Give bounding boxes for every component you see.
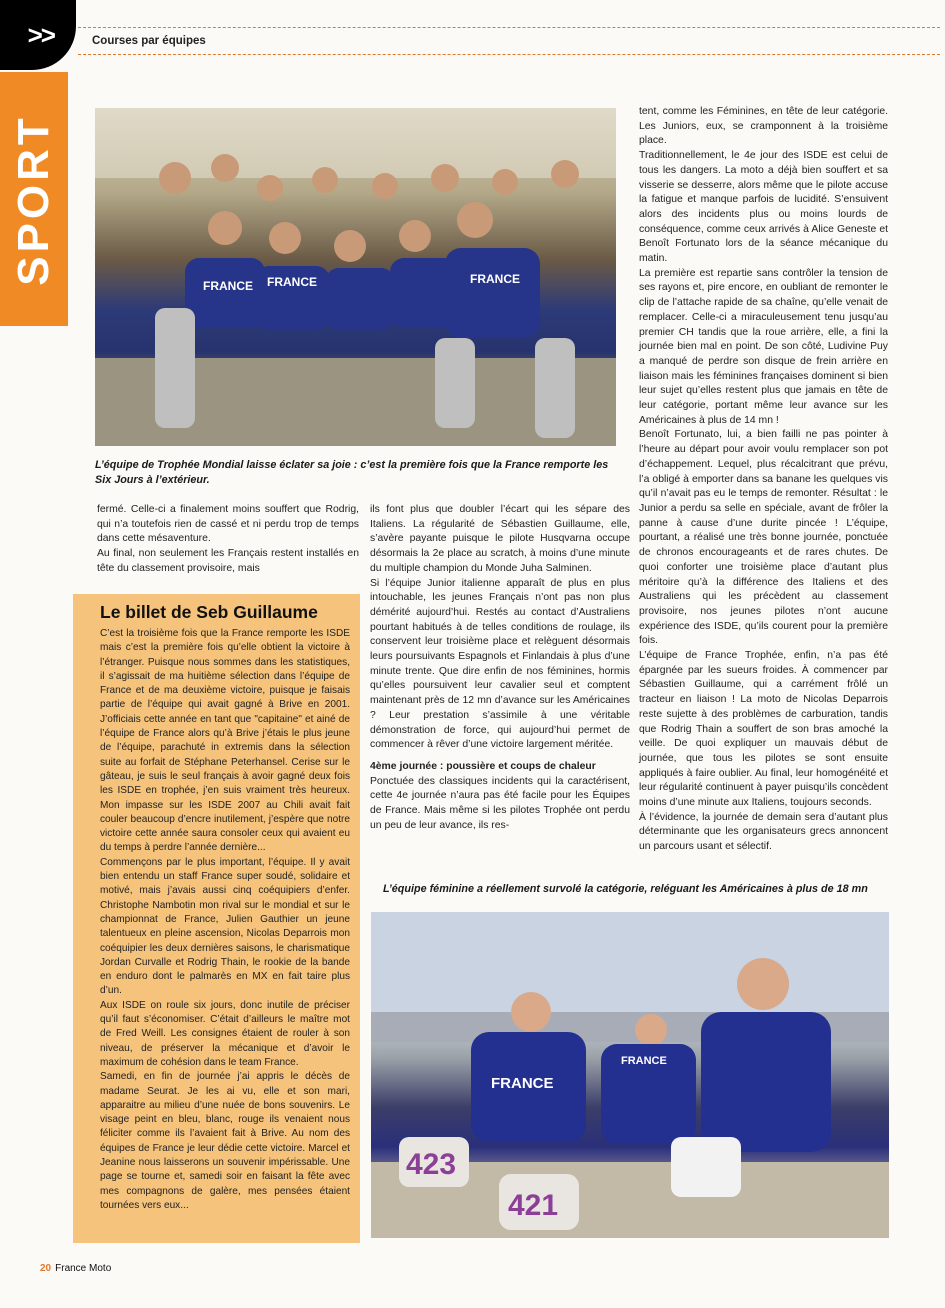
photo-caption-top: L’équipe de Trophée Mondial laisse éclater sa joie : c’est la première fois que la France remporte les Six Jours à l’extérieur. [95,459,609,486]
sidebar-paragraph: Aux ISDE on roule six jours, donc inutile de préciser qu’il faut s’économiser. C’était d’ailleurs le maître mot de Fred Weill. Les consignes étaient de rouler à son niveau, de préserver la mécanique et d’avoir le maximum de cohésion dans le team France. [100,999,350,1068]
team-celebration-illustration [95,108,616,446]
plate-number: 421 [508,1189,559,1222]
womens-team-illustration [371,912,889,1238]
sidebar-paragraph: C’est la troisième fois que la France remporte les ISDE mais c’est la première fois qu’elle obtient la victoire à l’étranger. Puisque nous sommes dans les statistiques, il s’agissait de ma huitième sélection dans l’équipe de France et de ma deuxième victoire, puisque je faisais partie de l’équipe qui avait gagné à Brive en 2001. J’officiais cette année en tant que "capitaine" et ainé de l’équipe de France alors qu’à Brive j’étais le plus jeune de l’équipe, parachuté in extremis dans la sélection suite au forfait de Stéphane Peterhansel. Cerise sur le gâteau, je suis le seul français à avoir gagné deux fois les ISDE en trophée, j’en suis vraiment très heureux. Mon impasse sur les ISDE 2007 au Chili avait fait couler beaucoup d’encre inutilement, j’espère que notre victoire cette année saura consoler ceux qui avaient eu du temps à perdre l’année dernière... [100,628,350,854]
jersey-text: FRANCE [470,272,520,286]
article-paragraph: L’équipe de France Trophée, enfin, n’a pas été épargnée par les sueurs froides. À commencer par Sébastien Guillaume, qui a carrément frôlé un tracteur en liaison ! La moto de Nicolas Deparrois reste sujette à des problèmes de carburation, tandis que Rodrig Thain a souffert de son bras amoché la veille. De quoi expliquer un mauvais début de journée, que tous les pilotes se sont ensuite appliqués à faire oublier. Au final, leur homogénéité et leur régularité continuent à payer puisqu’ils concèdent moins d’une minute aux Italiens, toujours seconds. [639,650,888,809]
photo-caption-bottom: L’équipe féminine a réellement survolé la catégorie, reléguant les Américaines à plus de 18 mn [383,883,868,895]
womens-team-photo [371,912,889,1238]
article-paragraph: Si l’équipe Junior italienne apparaît de plus en plus intouchable, les jeunes Français n’ont pas non plus démérité aujourd’hui. Restés au contact d’Australiens pourtant habitués à de telles conditions de roulage, ils conservent leur troisième place et relèguent désormais leurs poursuivants Espagnols et Finlandais à plus d’une minute trente. Que dire enfin de nos féminines, hormis qu’elles poursuivent leur cavalier seul et comptent maintenant près de 12 mn d’avance sur les Américaines ? Leur prestation s’assimile à une véritable démonstration de force, qui aujourd’hui permet de commencer à rêver d’une victoire largement méritée. [370,577,630,751]
jersey-text: FRANCE [267,275,317,289]
sidebar-title: Le billet de Seb Guillaume [100,602,318,622]
team-celebration-photo [95,108,616,446]
page-footer [40,1263,111,1274]
article-column-left [97,503,359,577]
article-paragraph: Benoît Fortunato, lui, a bien failli ne pas pointer à l’heure au départ pour avoir voulu remplacer son pot d’échappement. Lequel, plus récalcitrant que prévu, l’a obligé à emporter dans sa banane les quelques vis qu’il n’avait pas eu le temps de remonter. Résultat : le Junior a perdu sa selle en spéciale, avant de frôler la panne à cause d’une durite pincée ! L’équipe, pourtant, a réalisé une très bonne journée, ponctuée de chronos encourageants et de rares chutes. De quoi conforter une troisième place d’autant plus méritoire qu’à la différence des Italiens et des Australiens qui les précèdent au classement provisoire, nos jeunes pilotes n’ont aucune expérience des ISDE, qu’ils courent pour la première fois. [639,429,888,647]
article-column-middle [370,503,630,833]
section-label: Courses par équipes [92,35,206,47]
article-paragraph: ils font plus que doubler l’écart qui les sépare des Italiens. La régularité de Sébastien Guillaume, elle, s’avère payante puisque le pilote Husqvarna occupe désormais la 2e place au scratch, à moins d’une minute du multiple champion du Monde Juha Salminen. [370,504,630,574]
section-chevron-badge [0,0,76,70]
article-paragraph: À l’évidence, la journée de demain sera d’autant plus déterminante que les organisateurs grecs annoncent un parcours usant et sélectif. [639,811,888,853]
article-paragraph: Au final, non seulement les Français restent installés en tête du classement provisoire, mais [97,548,359,574]
header-rule-top [78,27,940,28]
plate-number: 423 [406,1148,457,1181]
page-number: 20 [40,1263,52,1274]
jersey-text: FRANCE [491,1075,554,1092]
chevron-icon: >> [27,19,54,50]
article-paragraph: Ponctuée des classiques incidents qui la caractérisent, cette 4e journée n’aura pas été facile pour les Équipes de France. Mais même si les pilotes Trophée ont perdu un peu de leur avance, ils res- [370,775,630,831]
sport-vertical-label: SPORT [9,114,58,286]
sidebar-box [73,594,360,1243]
article-paragraph: Traditionnellement, le 4e jour des ISDE est celui de tous les dangers. La moto a déjà bien souffert et sa visserie se desserre, alors même que le pilote accuse la fatigue et manque parfois de lucidité. S’ensuivent alors des incidents plus ou moins lourds de conséquence, comme ceux arrivés à Alice Geneste et Benoît Fortunato lors de la séance mécanique du matin. [639,150,888,265]
sidebar-body [100,627,350,1213]
article-subhead: 4ème journée : poussière et coups de chaleur [370,760,596,772]
jersey-text: FRANCE [203,279,253,293]
jersey-text: FRANCE [621,1055,667,1067]
sidebar-paragraph: Samedi, en fin de journée j’ai appris le décès de madame Seurat. Je les ai vu, elle et son mari, apparaitre au milieu d’une nuée de bons souvenirs. Le visage peint en bleu, blanc, rouge ils venaient nous féliciter comme ils l’avaient fait à Brive. Au nom des équipes de France je leur dédie cette victoire. Marcel et Jeanine nous laisserons un souvenir impérissable. Une page se tourne et, samedi soir en faisant la fête avec mes compagnons de galère, mes pensées étaient tournées vers eux... [100,1071,350,1211]
magazine-name: France Moto [55,1263,112,1274]
article-paragraph: tent, comme les Féminines, en tête de leur catégorie. Les Juniors, eux, se cramponnent à la troisième place. [639,106,888,147]
article-column-right [639,105,888,855]
article-paragraph: La première est repartie sans contrôler la tension de ses rayons et, pire encore, en oubliant de remonter le clip de l’attache rapide de sa chaîne, qu’elle venait de remplacer. Celle-ci a miraculeusement tenu jusqu’au premier CH tandis que la roue arrière, elle, a fini la journée bien mal en point. De son côté, Ludivine Puy a manqué de perdre son disque de frein arrière en liaison mais les féminines françaises dominent si bien leur sujet qu’elles restent plus que jamais en tête de leur catégorie, portant même leur avance sur les Américaines à plus de 14 mn ! [639,267,888,426]
article-paragraph: fermé. Celle-ci a finalement moins souffert que Rodrig, qui n’a toutefois rien de cassé et ni perdu trop de temps dans cette mésaventure. [97,504,359,545]
header-rule-bottom [78,54,940,55]
sidebar-paragraph: Commençons par le plus important, l’équipe. Il y avait bien entendu un staff France super soudé, solidaire et motivé, mais j’avais aussi cinq coéquipiers d’enfer. Christophe Nambotin mon rival sur le mondial et sur le championnat de France, Julien Gauthier un jeune talentueux en pleine ascension, Nicolas Deparrois mon coéquipier les deux dernières saisons, le charismatique Jordan Curvalle et Rodrig Thain, le rookie de la bande en enduro dont le palmarès en MX en fait taire plus d’un. [100,856,350,997]
